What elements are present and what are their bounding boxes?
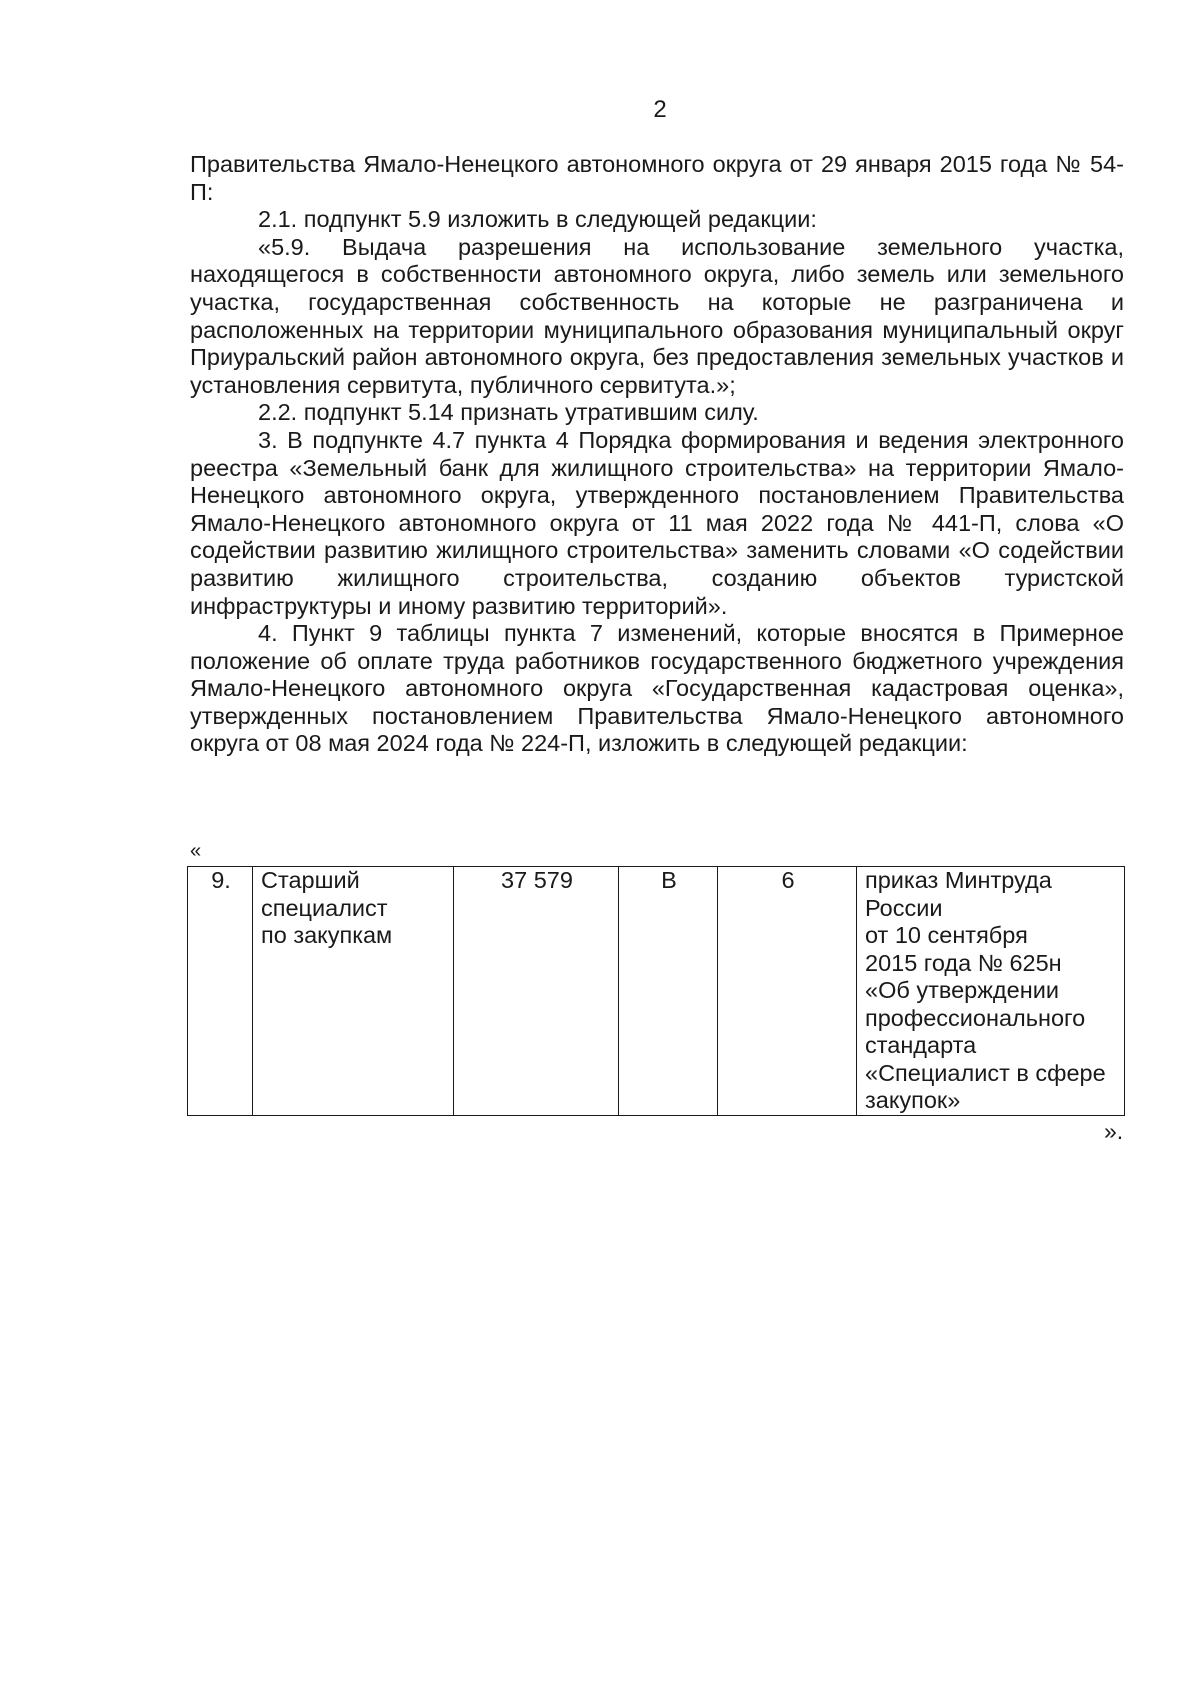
document-line: закупок»: [865, 1087, 961, 1113]
paragraph-5-9-quote: «5.9. Выдача разрешения на использование земельного участка, находящегося в собственности автономного округа, либо земель или земельного участка, государственная собственность на которые не разграничена и расположенных на территории муниципального образования муниципальный округ Приуральский район автономного округа, без предоставления земельных участков и установления сервитута, публичного сервитута.»;: [190, 233, 1124, 398]
qualification-group: В: [619, 867, 718, 1116]
position-line: специалист: [261, 894, 388, 921]
document-line: профессионального: [865, 1004, 1086, 1031]
qualification-level: 6: [718, 867, 857, 1116]
amendment-table: [187, 866, 1125, 1116]
position-title: [253, 867, 454, 1116]
document-line: «Об утверждении: [865, 977, 1059, 1003]
document-line: 2015 года № 625н: [865, 949, 1062, 976]
paragraph-continuation: Правительства Ямало-Ненецкого автономного округа от 29 января 2015 года № 54-П:: [190, 151, 1124, 205]
document-line: приказ Минтруда: [865, 867, 1052, 893]
paragraph-2-2: 2.2. подпункт 5.14 признать утратившим силу.: [258, 399, 759, 426]
document-line: стандарта: [865, 1032, 977, 1058]
table-close-quote: ».: [1104, 1118, 1124, 1144]
document-line: «Специалист в сфере: [865, 1059, 1106, 1086]
paragraph-3: 3. В подпункте 4.7 пункта 4 Порядка формирования и ведения электронного реестра «Земельный банк для жилищного строительства» на территории Ямало-Ненецкого автономного округа, утвержденного постановлением Правительства Ямало-Ненецкого автономного округа от 11 мая 2022 года № 441-П, слова «О содействии развитию жилищного строительства» заменить словами «О содействии развитию жилищного строительства, созданию объектов туристской инфраструктуры и иному развитию территорий».: [190, 426, 1124, 619]
row-number: 9.: [188, 867, 253, 1116]
table-row: [188, 867, 1125, 1116]
table-open-quote: «: [190, 840, 202, 862]
document-line: России: [865, 894, 943, 921]
regulatory-document: [857, 867, 1125, 1116]
position-line: по закупкам: [261, 922, 393, 948]
paragraph-2-1: 2.1. подпункт 5.9 изложить в следующей редакции:: [258, 206, 817, 233]
position-line: Старший: [261, 867, 360, 893]
document-line: от 10 сентября: [865, 922, 1028, 948]
page-number: 2: [653, 96, 667, 123]
document-body: [190, 151, 1124, 758]
salary-value: 37 579: [454, 867, 619, 1116]
paragraph-4: 4. Пункт 9 таблицы пункта 7 изменений, которые вносятся в Примерное положение об оплате труда работников государственного бюджетного учреждения Ямало-Ненецкого автономного округа «Государственная кадастровая оценка», утвержденных постановлением Правительства Ямало-Ненецкого автономного округа от 08 мая 2024 года № 224-П, изложить в следующей редакции:: [190, 620, 1124, 757]
